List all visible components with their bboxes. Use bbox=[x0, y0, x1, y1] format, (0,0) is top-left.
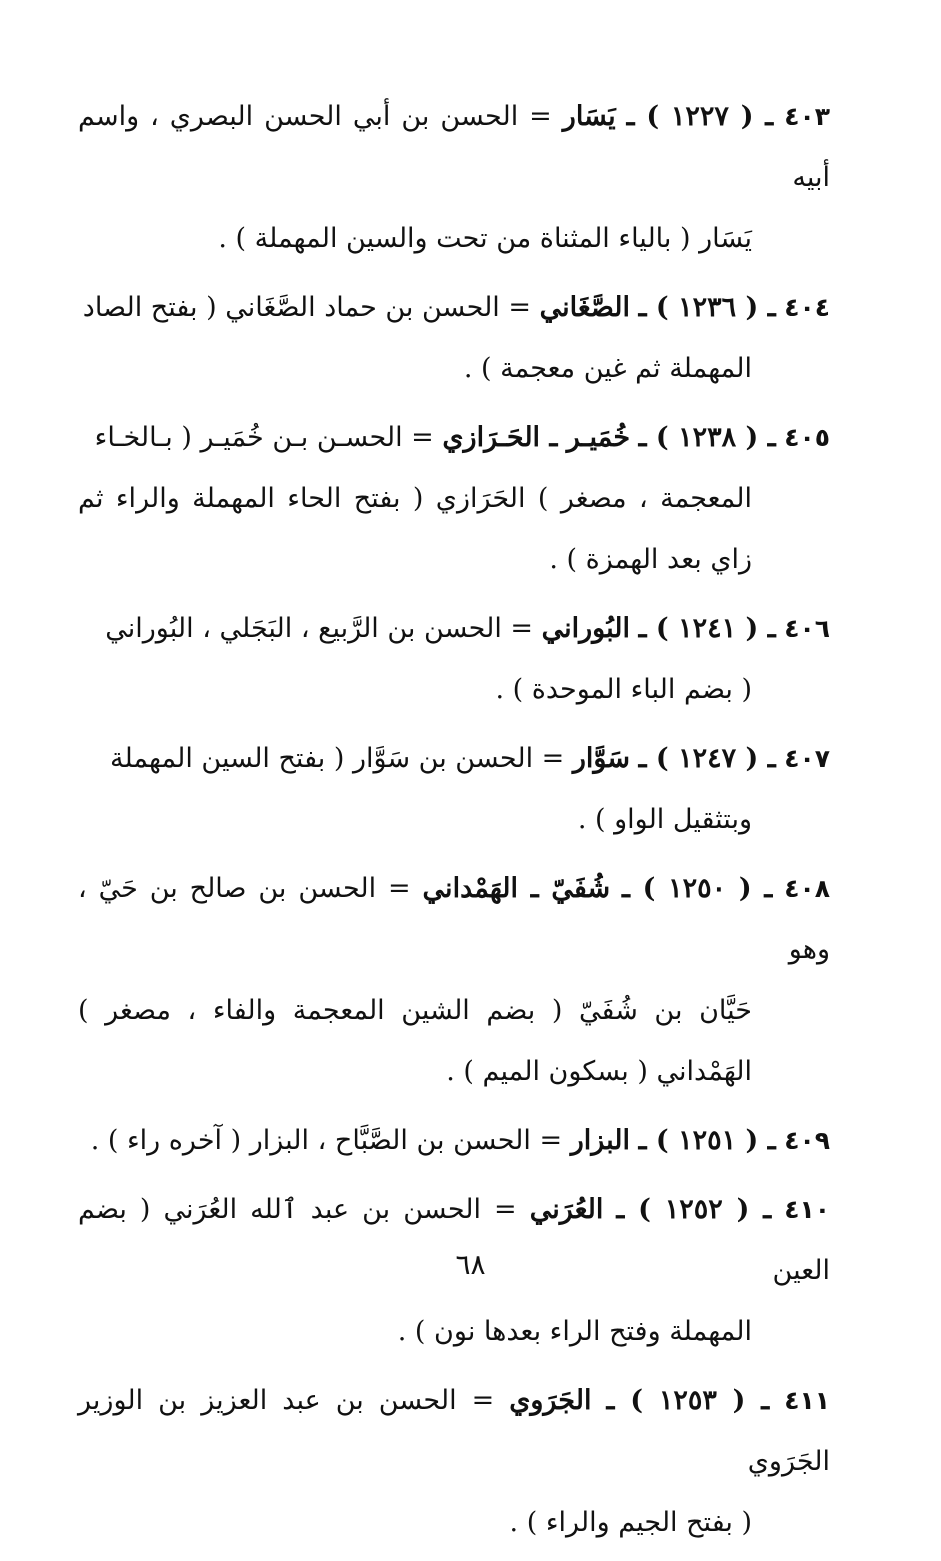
entry-ref: ـ ( ١٢٣٦ ) ـ bbox=[638, 292, 776, 323]
entry-407 bbox=[78, 728, 830, 850]
entry-403 bbox=[78, 86, 830, 269]
entry-number: ٤٠٩ bbox=[784, 1126, 830, 1155]
entry-number: ٤٠٨ bbox=[784, 874, 830, 903]
entry-number: ٤١١ bbox=[784, 1386, 830, 1415]
entry-text: = الحسن بن أبي الحسن البصري ، واسم أبيه bbox=[78, 101, 830, 193]
entry-ref: ـ ( ١٢٥٣ ) ـ bbox=[606, 1385, 770, 1416]
entry-ref: ـ ( ١٢٥١ ) ـ bbox=[638, 1125, 776, 1156]
entry-ref: ـ ( ١٢٣٨ ) ـ bbox=[638, 422, 776, 453]
entry-continuation: وبتثقيل الواو ) . bbox=[577, 804, 752, 835]
entry-text: = الحسن بن عبد ٱلله العُرَني ( بضم العين bbox=[78, 1194, 830, 1286]
entry-number: ٤٠٤ bbox=[784, 293, 830, 322]
entry-nisba: خُمَيـر ـ الحَـرَازي bbox=[442, 422, 631, 453]
entry-continuation: المعجمة ، مصغر ) الحَرَازي ( بفتح الحاء المهملة والراء ثم زاي بعد الهمزة ) . bbox=[78, 483, 752, 575]
entry-nisba: الجَرَوي bbox=[509, 1385, 592, 1416]
entry-406 bbox=[78, 598, 830, 720]
entry-nisba: الصَّغَاني bbox=[539, 292, 631, 323]
entry-nisba: يَسَار bbox=[562, 101, 616, 132]
entry-ref: ـ ( ١٢٤٧ ) ـ bbox=[638, 743, 776, 774]
entry-text: = الحسن بن صالح بن حَيّ ، وهو bbox=[78, 873, 830, 965]
entry-404 bbox=[78, 277, 830, 399]
entry-nisba: شُفَيّ ـ الهَمْداني bbox=[422, 873, 611, 904]
entry-nisba: العُرَني bbox=[529, 1194, 604, 1225]
entry-number: ٤٠٧ bbox=[784, 744, 830, 773]
entry-continuation: المهملة ثم غين معجمة ) . bbox=[463, 353, 752, 384]
entry-nisba: البُوراني bbox=[541, 613, 631, 644]
entry-continuation: يَسَار ( بالياء المثناة من تحت والسين المهملة ) . bbox=[218, 223, 752, 254]
entry-ref: ـ ( ١٢٥٠ ) ـ bbox=[622, 873, 773, 904]
entry-number: ٤١٠ bbox=[784, 1195, 830, 1224]
entry-nisba: البزار bbox=[570, 1125, 631, 1156]
entry-ref: ـ ( ١٢٤١ ) ـ bbox=[638, 613, 776, 644]
entry-408 bbox=[78, 858, 830, 1102]
entry-nisba: سَوَّار bbox=[572, 743, 631, 774]
page-number: ٦٨ bbox=[455, 1248, 486, 1281]
entry-text: = الحسن بن عبد العزيز بن الوزير الجَرَوي bbox=[78, 1385, 830, 1477]
entry-text: = الحسن بن الرَّبيع ، البَجَلي ، البُوراني bbox=[105, 613, 534, 644]
entry-number: ٤٠٣ bbox=[784, 102, 830, 131]
entry-continuation: ( بضم الباء الموحدة ) . bbox=[495, 674, 752, 705]
entry-continuation: ( بفتح الجيم والراء ) . bbox=[509, 1507, 752, 1538]
entries-list bbox=[78, 86, 830, 1561]
entry-text: = الحسن بن الصَّبَّاح ، البزار ( آخره راء ) . bbox=[90, 1125, 563, 1156]
entry-405 bbox=[78, 407, 830, 590]
entry-ref: ـ ( ١٢٥٢ ) ـ bbox=[616, 1194, 772, 1225]
entry-text: = الحسن بن حماد الصَّغَاني ( بفتح الصاد bbox=[82, 292, 531, 323]
entry-text: = الحسن بن سَوَّار ( بفتح السين المهملة bbox=[110, 743, 565, 774]
entry-ref: ـ ( ١٢٢٧ ) ـ bbox=[626, 101, 774, 132]
entry-number: ٤٠٥ bbox=[784, 423, 830, 452]
entry-continuation: المهملة وفتح الراء بعدها نون ) . bbox=[397, 1316, 752, 1347]
entry-409 bbox=[78, 1110, 830, 1171]
entry-number: ٤٠٦ bbox=[784, 614, 830, 643]
entry-411 bbox=[78, 1370, 830, 1553]
entry-text: = الحسـن بـن خُمَيـر ( بـالخـاء bbox=[94, 422, 434, 453]
entry-continuation: حَيَّان بن شُفَيّ ( بضم الشين المعجمة والفاء ، مصغر ) الهَمْداني ( بسكون الميم ) . bbox=[78, 995, 752, 1087]
